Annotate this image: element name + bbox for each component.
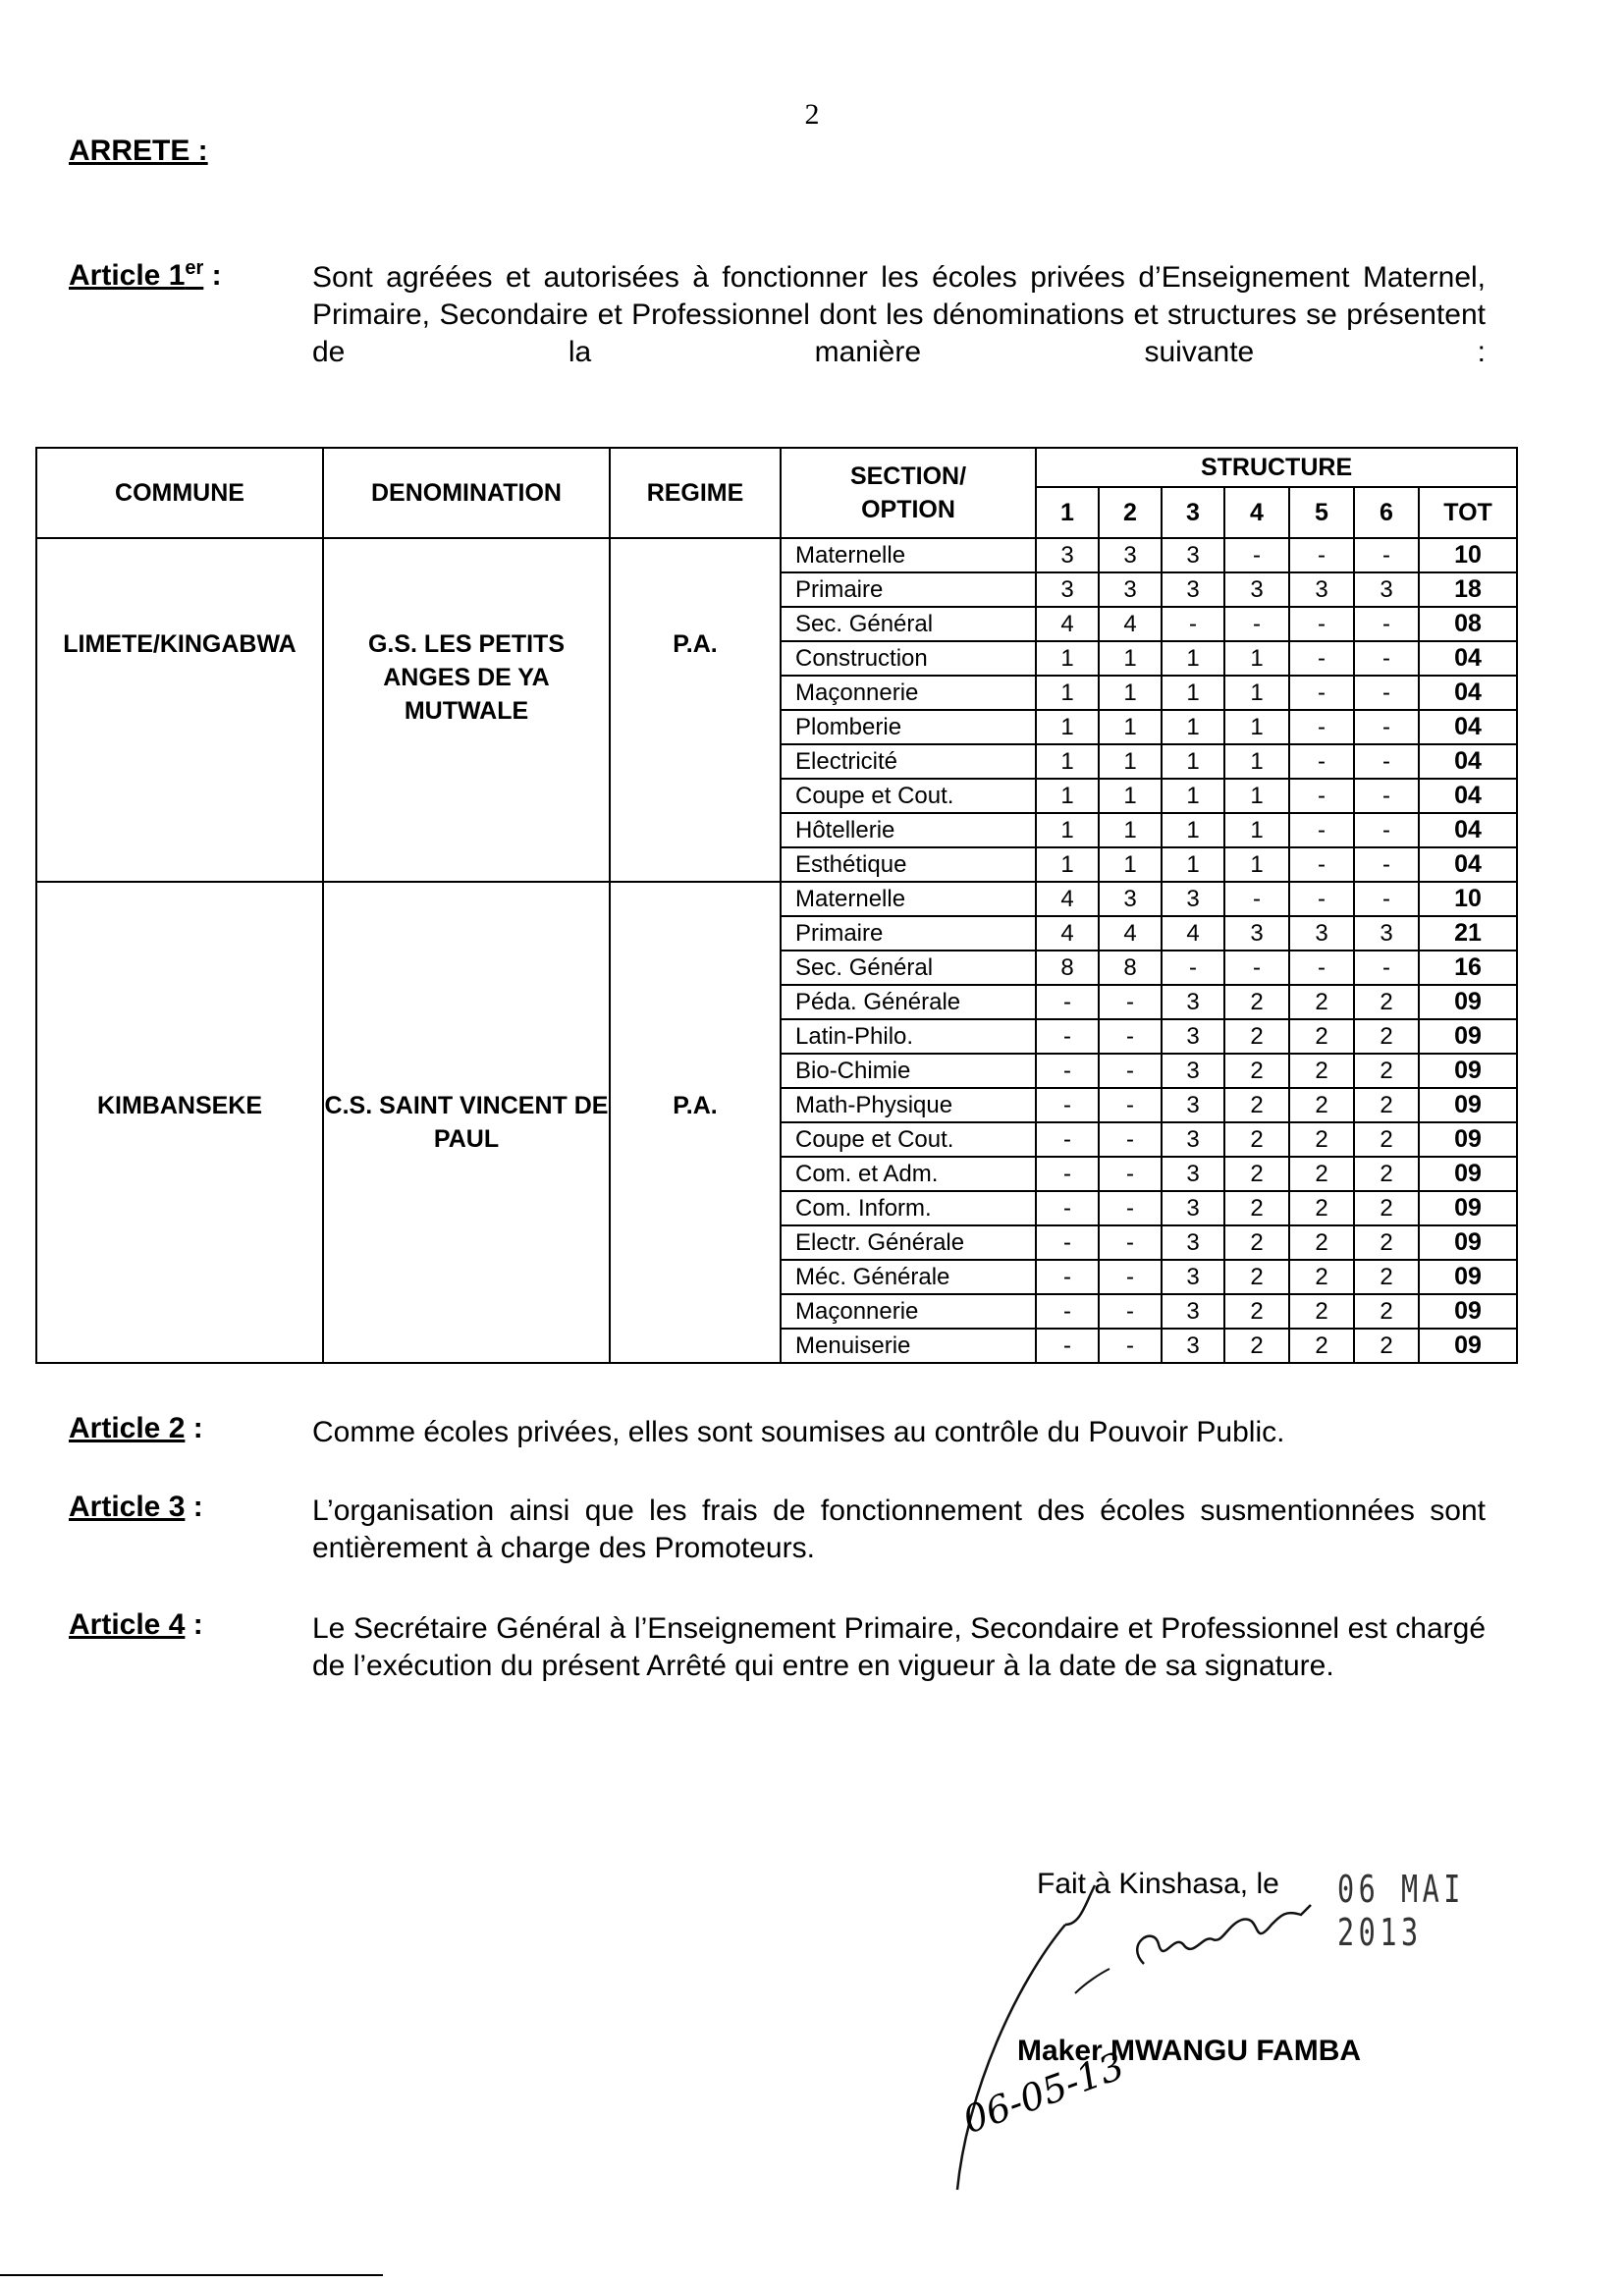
header-structure-col: 4 (1224, 487, 1289, 538)
structure-cell: 8 (1099, 951, 1162, 985)
structure-cell: 2 (1354, 1054, 1419, 1088)
structure-cell: 1 (1162, 813, 1224, 847)
total-cell: 09 (1419, 1191, 1517, 1225)
structure-cell: 3 (1162, 1329, 1224, 1363)
date-stamp: 06 MAI 2013 (1337, 1868, 1465, 1954)
structure-cell: - (1099, 1157, 1162, 1191)
structure-cell: - (1036, 1054, 1099, 1088)
total-cell: 09 (1419, 1225, 1517, 1260)
structure-cell: - (1354, 813, 1419, 847)
structure-cell: 2 (1354, 1329, 1419, 1363)
total-cell: 09 (1419, 985, 1517, 1019)
option-cell: Bio-Chimie (781, 1054, 1036, 1088)
structure-cell: 2 (1224, 1260, 1289, 1294)
option-cell: Electricité (781, 744, 1036, 779)
article-4-text: Le Secrétaire Général à l’Enseignement Primaire, Secondaire et Professionnel est chargé de l’exécution du présent Arrêté qui entre en vigueur à la date de sa signature. (312, 1612, 1486, 1682)
total-cell: 21 (1419, 916, 1517, 951)
structure-cell: 2 (1354, 1225, 1419, 1260)
signature-place: Fait à Kinshasa, le (1037, 1868, 1279, 1900)
structure-cell: - (1289, 882, 1354, 916)
option-cell: Primaire (781, 916, 1036, 951)
total-cell: 04 (1419, 813, 1517, 847)
total-cell: 09 (1419, 1019, 1517, 1054)
article-2-label: Article 2 : (69, 1412, 203, 1444)
structure-cell: 2 (1289, 1157, 1354, 1191)
total-cell: 10 (1419, 538, 1517, 572)
structure-cell: 3 (1289, 572, 1354, 607)
article-1-label: Article 1er : (69, 257, 222, 292)
structure-cell: - (1289, 951, 1354, 985)
structure-cell: 3 (1162, 882, 1224, 916)
structure-cell: 3 (1162, 1225, 1224, 1260)
structure-cell: - (1099, 1054, 1162, 1088)
structure-cell: 3 (1162, 538, 1224, 572)
header-regime: REGIME (610, 448, 781, 538)
structure-cell: 3 (1036, 538, 1099, 572)
structure-cell: - (1036, 1225, 1099, 1260)
structure-cell: - (1099, 985, 1162, 1019)
structure-cell: 3 (1162, 1294, 1224, 1329)
page-number: 2 (804, 98, 820, 131)
header-structure-col: TOT (1419, 487, 1517, 538)
structure-cell: 3 (1162, 1088, 1224, 1122)
structure-cell: 1 (1036, 676, 1099, 710)
structure-cell: 4 (1099, 607, 1162, 641)
structure-cell: 1 (1036, 847, 1099, 882)
option-cell: Com. et Adm. (781, 1157, 1036, 1191)
total-cell: 09 (1419, 1329, 1517, 1363)
divider-line (0, 2274, 383, 2276)
structure-cell: 2 (1289, 1329, 1354, 1363)
structure-cell: 1 (1036, 813, 1099, 847)
commune-cell: KIMBANSEKE (36, 882, 323, 1363)
structure-cell: 1 (1099, 676, 1162, 710)
structure-cell: - (1224, 951, 1289, 985)
option-cell: Construction (781, 641, 1036, 676)
structure-cell: 1 (1162, 744, 1224, 779)
structure-cell: 2 (1224, 1122, 1289, 1157)
structure-cell: 2 (1289, 1019, 1354, 1054)
structure-cell: 2 (1289, 1088, 1354, 1122)
structure-cell: 3 (1162, 1019, 1224, 1054)
option-cell: Primaire (781, 572, 1036, 607)
option-cell: Electr. Générale (781, 1225, 1036, 1260)
option-cell: Esthétique (781, 847, 1036, 882)
structure-cell: - (1036, 1157, 1099, 1191)
structure-cell: 1 (1162, 641, 1224, 676)
structure-cell: - (1354, 847, 1419, 882)
table-row (36, 882, 1517, 916)
option-cell: Méc. Générale (781, 1260, 1036, 1294)
structure-cell: 2 (1224, 985, 1289, 1019)
option-cell: Maternelle (781, 538, 1036, 572)
structure-cell: - (1354, 882, 1419, 916)
schools-structure-table (35, 447, 1518, 1364)
structure-cell: 2 (1289, 1294, 1354, 1329)
structure-cell: 1 (1162, 676, 1224, 710)
structure-cell: - (1289, 779, 1354, 813)
header-denomination: DENOMINATION (323, 448, 610, 538)
structure-cell: 8 (1036, 951, 1099, 985)
structure-cell: - (1036, 1019, 1099, 1054)
structure-cell: - (1099, 1122, 1162, 1157)
structure-cell: 1 (1224, 847, 1289, 882)
denomination-cell: C.S. SAINT VINCENT DE PAUL (323, 882, 610, 1363)
article-1-text: Sont agréées et autorisées à fonctionner les écoles privées d’Enseignement Maternel, Primaire, Secondaire et Professionnel dont les dénominations et structures se présentent de la manière suivante : (312, 261, 1486, 368)
structure-cell: 1 (1036, 710, 1099, 744)
structure-cell: 2 (1354, 1260, 1419, 1294)
header-structure-col: 5 (1289, 487, 1354, 538)
total-cell: 09 (1419, 1122, 1517, 1157)
structure-cell: 1 (1036, 744, 1099, 779)
structure-cell: - (1354, 744, 1419, 779)
structure-cell: - (1099, 1260, 1162, 1294)
structure-cell: 3 (1099, 882, 1162, 916)
structure-cell: 2 (1224, 1157, 1289, 1191)
total-cell: 09 (1419, 1088, 1517, 1122)
structure-cell: 1 (1099, 641, 1162, 676)
total-cell: 09 (1419, 1054, 1517, 1088)
option-cell: Maçonnerie (781, 676, 1036, 710)
structure-cell: 2 (1289, 1260, 1354, 1294)
structure-cell: 1 (1224, 676, 1289, 710)
structure-cell: 2 (1224, 1054, 1289, 1088)
total-cell: 09 (1419, 1157, 1517, 1191)
option-cell: Com. Inform. (781, 1191, 1036, 1225)
option-cell: Latin-Philo. (781, 1019, 1036, 1054)
option-cell: Plomberie (781, 710, 1036, 744)
structure-cell: - (1099, 1019, 1162, 1054)
structure-cell: - (1162, 607, 1224, 641)
total-cell: 04 (1419, 779, 1517, 813)
table-row (36, 538, 1517, 572)
structure-cell: 2 (1224, 1191, 1289, 1225)
structure-cell: - (1289, 847, 1354, 882)
structure-cell: - (1099, 1329, 1162, 1363)
structure-cell: 2 (1354, 985, 1419, 1019)
structure-cell: 1 (1099, 813, 1162, 847)
structure-cell: 1 (1036, 641, 1099, 676)
structure-cell: - (1354, 951, 1419, 985)
option-cell: Coupe et Cout. (781, 1122, 1036, 1157)
structure-cell: - (1099, 1294, 1162, 1329)
option-cell: Péda. Générale (781, 985, 1036, 1019)
structure-cell: - (1289, 538, 1354, 572)
structure-cell: - (1289, 813, 1354, 847)
structure-cell: 2 (1289, 985, 1354, 1019)
structure-cell: 3 (1162, 1122, 1224, 1157)
decree-heading: ARRETE : (69, 135, 208, 167)
structure-cell: 4 (1162, 916, 1224, 951)
structure-cell: 2 (1354, 1019, 1419, 1054)
option-cell: Sec. Général (781, 607, 1036, 641)
structure-cell: - (1289, 710, 1354, 744)
structure-cell: - (1099, 1191, 1162, 1225)
structure-cell: 1 (1224, 744, 1289, 779)
header-structure-col: 6 (1354, 487, 1419, 538)
structure-cell: - (1036, 1329, 1099, 1363)
structure-cell: - (1289, 641, 1354, 676)
structure-cell: 1 (1099, 710, 1162, 744)
structure-cell: 2 (1289, 1191, 1354, 1225)
total-cell: 10 (1419, 882, 1517, 916)
structure-cell: - (1099, 1088, 1162, 1122)
structure-cell: 1 (1224, 641, 1289, 676)
structure-cell: 3 (1099, 572, 1162, 607)
total-cell: 18 (1419, 572, 1517, 607)
structure-cell: 3 (1162, 1157, 1224, 1191)
structure-cell: 2 (1224, 1225, 1289, 1260)
structure-cell: 2 (1224, 1294, 1289, 1329)
total-cell: 04 (1419, 676, 1517, 710)
header-structure-col: 3 (1162, 487, 1224, 538)
structure-cell: 3 (1224, 916, 1289, 951)
structure-cell: 3 (1162, 1260, 1224, 1294)
structure-cell: 3 (1036, 572, 1099, 607)
structure-cell: 1 (1099, 744, 1162, 779)
structure-cell: 1 (1036, 779, 1099, 813)
commune-cell: LIMETE/KINGABWA (36, 538, 323, 882)
structure-cell: 1 (1224, 710, 1289, 744)
structure-cell: - (1289, 676, 1354, 710)
article-3-label: Article 3 : (69, 1491, 203, 1523)
structure-cell: 3 (1162, 572, 1224, 607)
structure-cell: 4 (1036, 607, 1099, 641)
structure-cell: 3 (1224, 572, 1289, 607)
structure-cell: - (1224, 882, 1289, 916)
option-cell: Math-Physique (781, 1088, 1036, 1122)
structure-cell: - (1289, 607, 1354, 641)
structure-cell: - (1036, 1294, 1099, 1329)
structure-cell: 2 (1289, 1225, 1354, 1260)
structure-cell: - (1354, 676, 1419, 710)
structure-cell: 3 (1354, 916, 1419, 951)
article-3-text: L’organisation ainsi que les frais de fonctionnement des écoles susmentionnées sont entièrement à charge des Promoteurs. (312, 1495, 1486, 1564)
structure-cell: 2 (1224, 1329, 1289, 1363)
structure-cell: - (1099, 1225, 1162, 1260)
article-2-text: Comme écoles privées, elles sont soumises au contrôle du Pouvoir Public. (312, 1416, 1285, 1448)
structure-cell: 2 (1354, 1088, 1419, 1122)
structure-cell: 1 (1224, 779, 1289, 813)
header-structure-col: 1 (1036, 487, 1099, 538)
total-cell: 09 (1419, 1294, 1517, 1329)
structure-cell: 4 (1036, 916, 1099, 951)
total-cell: 04 (1419, 641, 1517, 676)
article-4-label: Article 4 : (69, 1608, 203, 1641)
structure-cell: - (1224, 607, 1289, 641)
structure-cell: 2 (1354, 1122, 1419, 1157)
structure-cell: 3 (1162, 985, 1224, 1019)
structure-cell: 3 (1354, 572, 1419, 607)
structure-cell: 2 (1224, 1088, 1289, 1122)
structure-cell: 3 (1162, 1054, 1224, 1088)
option-cell: Maçonnerie (781, 1294, 1036, 1329)
structure-cell: 3 (1099, 538, 1162, 572)
structure-cell: - (1036, 1191, 1099, 1225)
option-cell: Sec. Général (781, 951, 1036, 985)
structure-cell: - (1354, 710, 1419, 744)
structure-cell: 1 (1162, 710, 1224, 744)
structure-cell: - (1289, 744, 1354, 779)
option-cell: Coupe et Cout. (781, 779, 1036, 813)
structure-cell: 3 (1289, 916, 1354, 951)
structure-cell: 1 (1224, 813, 1289, 847)
structure-cell: - (1224, 538, 1289, 572)
structure-cell: 2 (1354, 1157, 1419, 1191)
total-cell: 04 (1419, 847, 1517, 882)
structure-cell: 2 (1289, 1122, 1354, 1157)
structure-cell: 2 (1354, 1191, 1419, 1225)
total-cell: 04 (1419, 744, 1517, 779)
denomination-cell: G.S. LES PETITS ANGES DE YA MUTWALE (323, 538, 610, 882)
structure-cell: - (1036, 985, 1099, 1019)
structure-cell: 2 (1354, 1294, 1419, 1329)
structure-cell: - (1354, 607, 1419, 641)
structure-cell: - (1354, 641, 1419, 676)
regime-cell: P.A. (610, 538, 781, 882)
structure-cell: - (1036, 1122, 1099, 1157)
header-section-option: SECTION/ OPTION (781, 448, 1036, 538)
header-commune: COMMUNE (36, 448, 323, 538)
structure-cell: 2 (1224, 1019, 1289, 1054)
structure-cell: - (1354, 779, 1419, 813)
total-cell: 16 (1419, 951, 1517, 985)
header-structure: STRUCTURE (1036, 448, 1517, 487)
option-cell: Maternelle (781, 882, 1036, 916)
handwritten-date: 06-05-13 (957, 2043, 1130, 2143)
regime-cell: P.A. (610, 882, 781, 1363)
structure-cell: 4 (1036, 882, 1099, 916)
option-cell: Menuiserie (781, 1329, 1036, 1363)
structure-cell: - (1036, 1260, 1099, 1294)
structure-cell: - (1162, 951, 1224, 985)
structure-cell: - (1036, 1088, 1099, 1122)
structure-cell: - (1354, 538, 1419, 572)
option-cell: Hôtellerie (781, 813, 1036, 847)
structure-cell: 4 (1099, 916, 1162, 951)
structure-cell: 1 (1162, 847, 1224, 882)
header-structure-col: 2 (1099, 487, 1162, 538)
total-cell: 08 (1419, 607, 1517, 641)
signer-name: Maker MWANGU FAMBA (1017, 2035, 1362, 2067)
structure-cell: 1 (1162, 779, 1224, 813)
total-cell: 09 (1419, 1260, 1517, 1294)
structure-cell: 2 (1289, 1054, 1354, 1088)
total-cell: 04 (1419, 710, 1517, 744)
structure-cell: 3 (1162, 1191, 1224, 1225)
structure-cell: 1 (1099, 779, 1162, 813)
structure-cell: 1 (1099, 847, 1162, 882)
